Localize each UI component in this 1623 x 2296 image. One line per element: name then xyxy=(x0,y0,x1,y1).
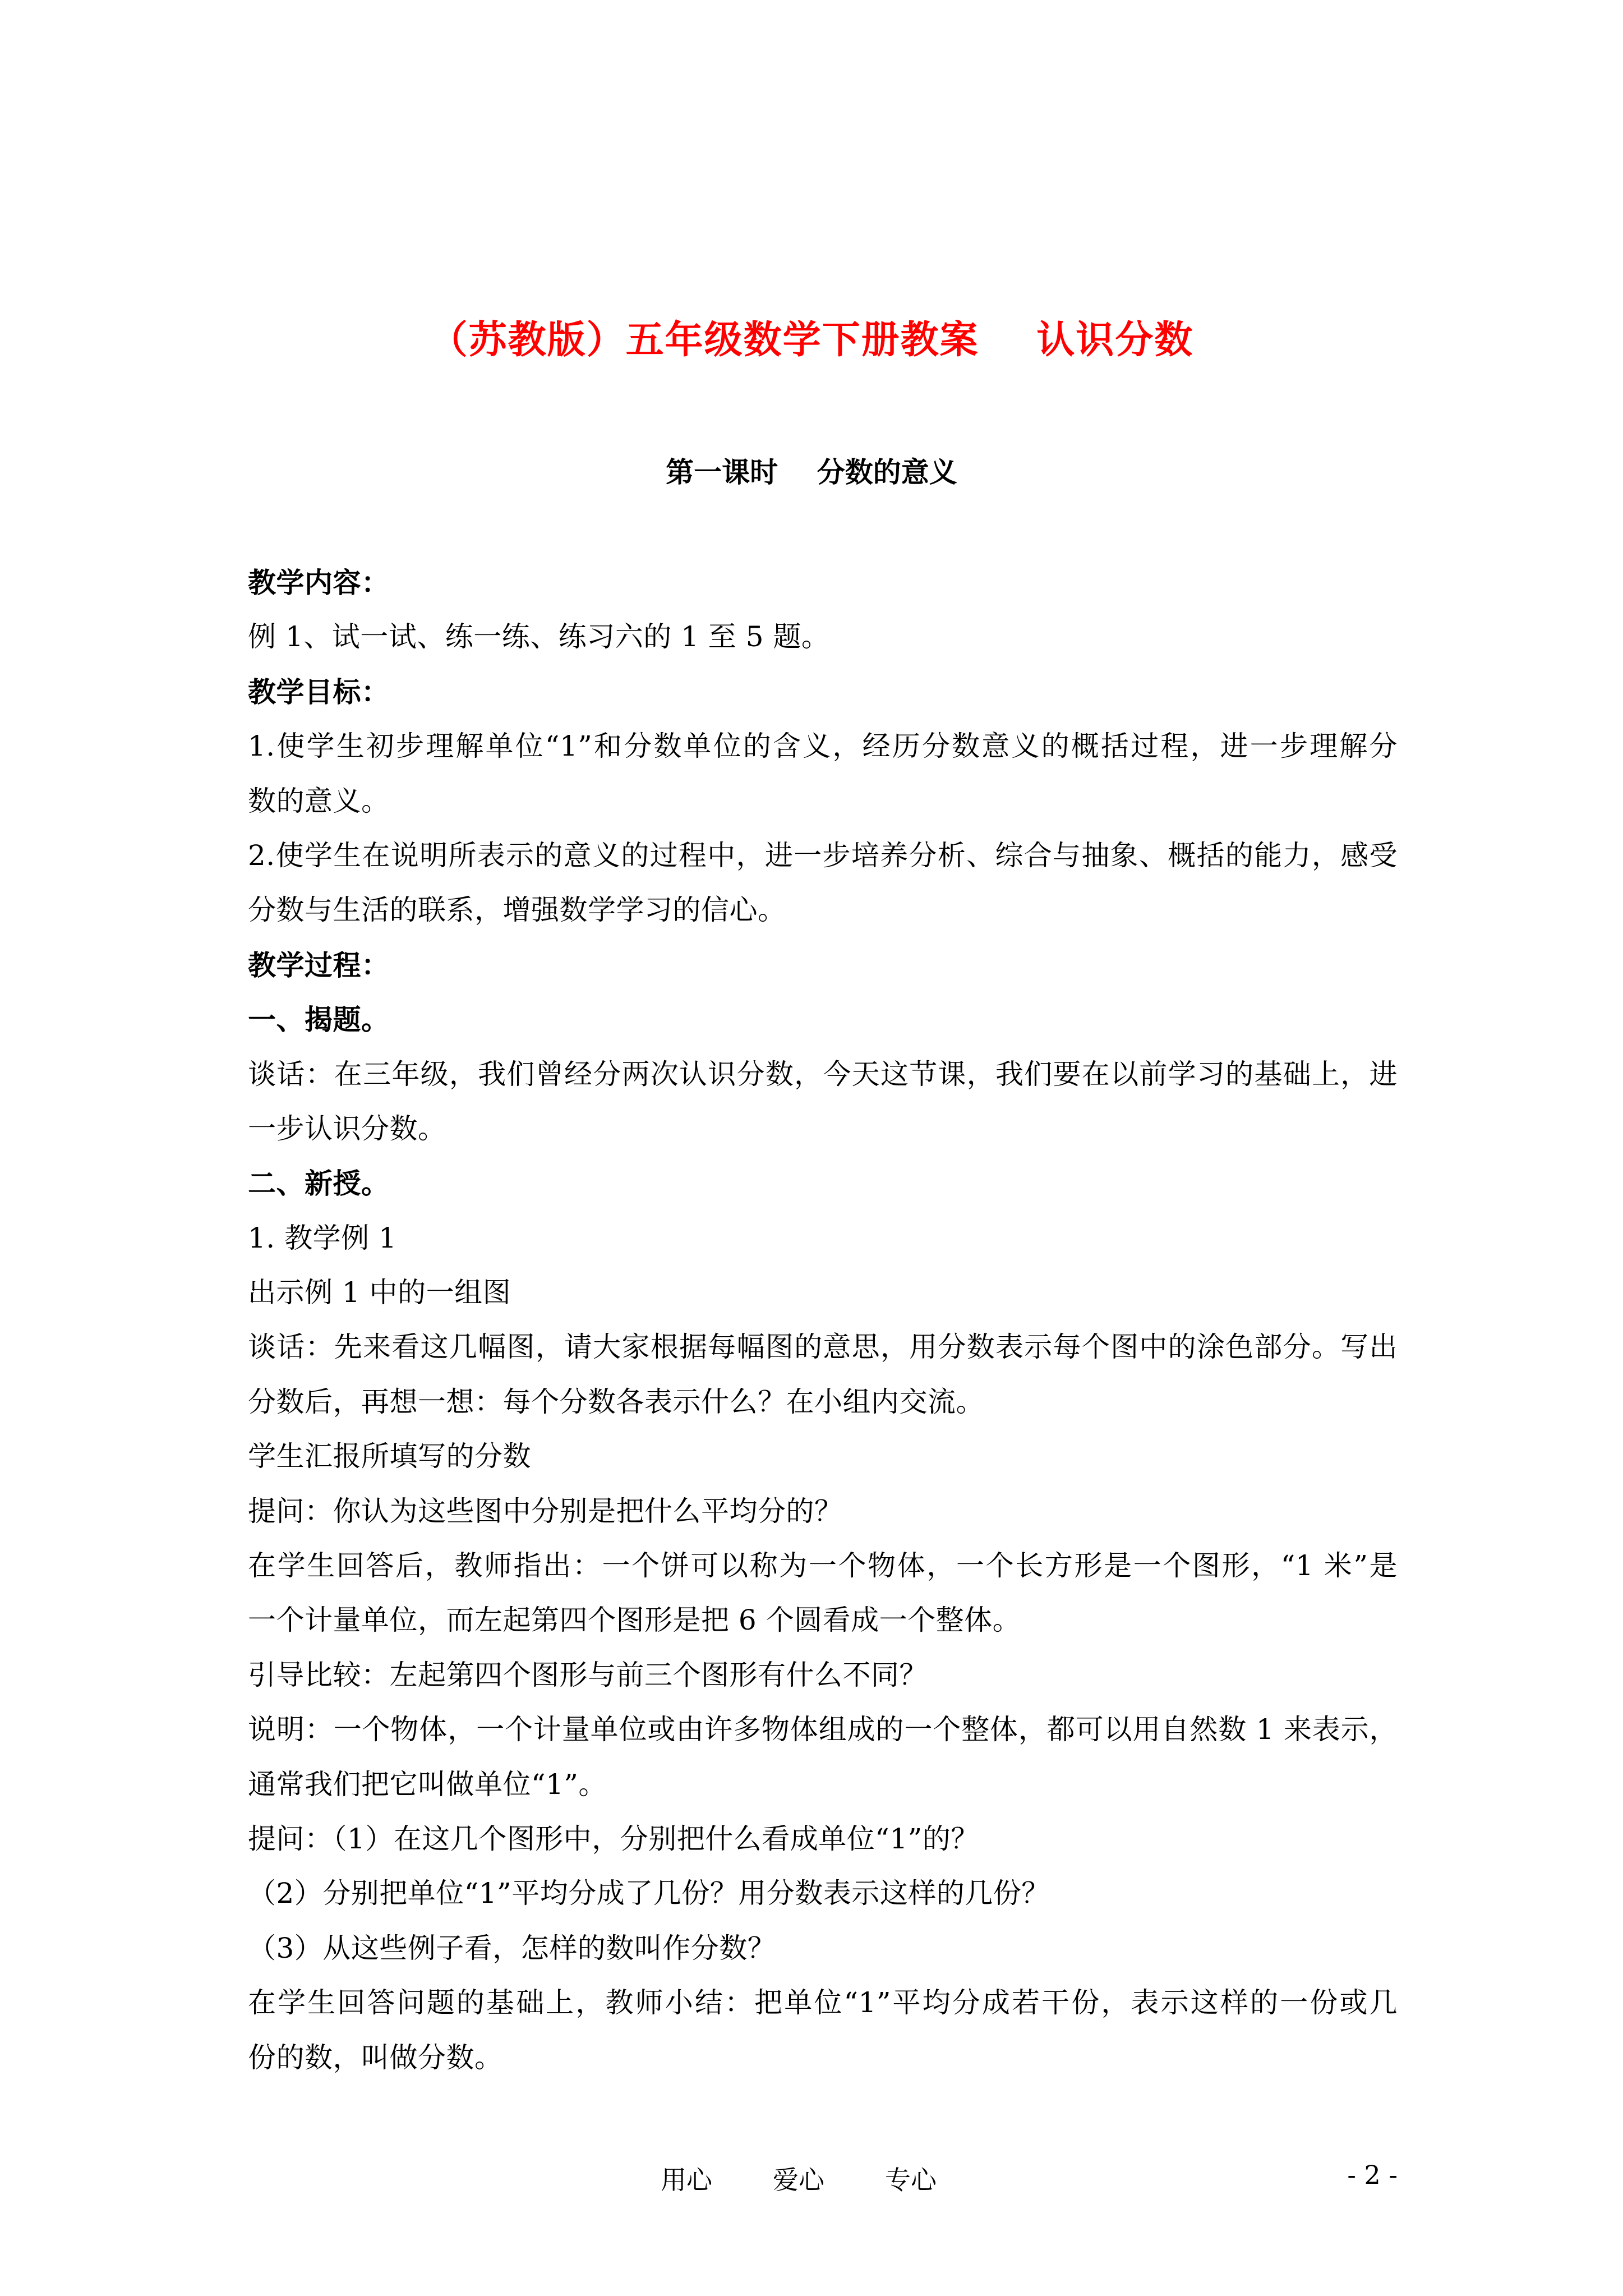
body-line: 1. 教学例 1 xyxy=(248,1221,397,1254)
body-line: （3）从这些例子看，怎样的数叫作分数？ xyxy=(248,1931,776,1964)
heading-teaching-content: 教学内容： xyxy=(248,566,390,599)
body-line: 一个计量单位，而左起第四个图形是把 6 个圆看成一个整体。 xyxy=(248,1604,1021,1637)
page-number: - 2 - xyxy=(1347,2160,1398,2190)
body-line: 说明：一个物体，一个计量单位或由许多物体组成的一个整体，都可以用自然数 1 来表示， xyxy=(248,1713,1398,1746)
body-line: 谈话：在三年级，我们曾经分两次认识分数，今天这节课，我们要在以前学习的基础上，进 xyxy=(248,1057,1398,1091)
body-line: 谈话：先来看这几幅图，请大家根据每幅图的意思，用分数表示每个图中的涂色部分。写出 xyxy=(248,1331,1398,1364)
body-line: 一步认识分数。 xyxy=(248,1112,446,1145)
body-line: 学生汇报所填写的分数 xyxy=(248,1440,531,1473)
lesson-title: 第一课时 分数的意义 xyxy=(666,455,957,489)
body-line: 数的意义。 xyxy=(248,784,390,817)
document-body xyxy=(248,555,1398,2085)
section-heading-intro: 一、揭题。 xyxy=(248,1003,390,1037)
footer-motto-item: 专心 xyxy=(885,2165,937,2195)
document-title: （苏教版）五年级数学下册教案 认识分数 xyxy=(429,318,1194,362)
heading-teaching-process: 教学过程： xyxy=(248,948,390,982)
body-line: 份的数，叫做分数。 xyxy=(248,2041,503,2074)
body-line: 2.使学生在说明所表示的意义的过程中，进一步培养分析、综合与抽象、概括的能力，感受 xyxy=(248,839,1398,872)
body-line: 提问：你认为这些图中分别是把什么平均分的？ xyxy=(248,1494,843,1527)
body-line: 分数后，再想一想：每个分数各表示什么？在小组内交流。 xyxy=(248,1385,984,1418)
heading-teaching-goals: 教学目标： xyxy=(248,675,390,708)
footer-motto-item: 爱心 xyxy=(773,2165,824,2195)
body-line: 例 1、试一试、练一练、练习六的 1 至 5 题。 xyxy=(248,620,830,654)
body-line: 1.使学生初步理解单位“1”和分数单位的含义，经历分数意义的概括过程，进一步理解分 xyxy=(248,730,1398,763)
body-line: 分数与生活的联系，增强数学学习的信心。 xyxy=(248,894,786,927)
body-line: 出示例 1 中的一组图 xyxy=(248,1276,511,1309)
body-line: 引导比较：左起第四个图形与前三个图形有什么不同？ xyxy=(248,1658,928,1691)
body-line: 通常我们把它叫做单位“1”。 xyxy=(248,1768,607,1801)
body-line: 在学生回答问题的基础上，教师小结：把单位“1”平均分成若干份，表示这样的一份或几 xyxy=(248,1986,1398,2019)
footer-motto-item: 用心 xyxy=(661,2165,712,2195)
body-line: （2）分别把单位“1”平均分成了几份？用分数表示这样的几份？ xyxy=(248,1877,1050,1910)
section-heading-new-lesson: 二、新授。 xyxy=(248,1167,390,1200)
body-line: 在学生回答后，教师指出：一个饼可以称为一个物体，一个长方形是一个图形，“1 米”是 xyxy=(248,1549,1398,1582)
footer-motto xyxy=(661,2160,937,2197)
page-footer xyxy=(0,2160,1623,2199)
body-line: 提问：（1）在这几个图形中，分别把什么看成单位“1”的？ xyxy=(248,1822,979,1855)
